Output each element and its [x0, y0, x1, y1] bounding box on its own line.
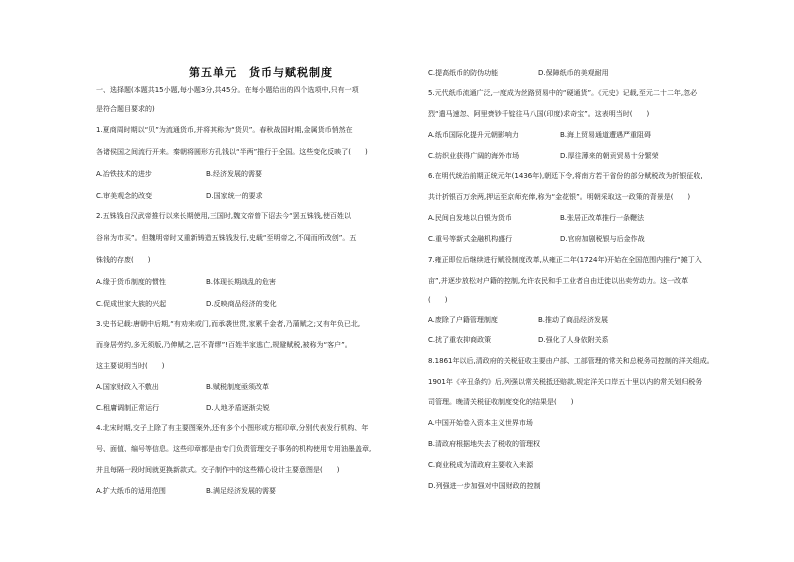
q3-stem: 3.史书记载:唐朝中后期,“有劝来或门,而承袭世贯,家累千金者,乃蒲赋之;又有年负已北,: [96, 320, 361, 328]
q7-option-a: A.废除了户籍管理制度: [428, 316, 498, 324]
q4-option-a: A.扩大纸币的适用范围: [96, 487, 166, 495]
q4-option-c: C.提高纸币的防伪功能: [428, 69, 499, 77]
q7-stem-cont2: ( ): [428, 296, 448, 304]
q1-option-b: B.经济发展的需要: [206, 170, 263, 178]
q6-stem-cont: 共计折银百万余两,押运至京师充俸,称为“金花银”。明朝采取这一政策的背景是( ): [428, 193, 691, 201]
q4-stem: 4.北宋时期,交子上除了有主要图案外,还有多个小图形或方框印章,分别代表发行机构、年: [96, 424, 369, 432]
q3-option-d: D.人地矛盾逐渐尖锐: [206, 404, 270, 412]
q7-option-d: D.强化了人身依附关系: [538, 336, 609, 344]
q6-option-a: A.民间自发地以白银为货币: [428, 214, 512, 222]
q7-stem-cont: 亩”,并逐步放松对户籍的控制,允许农民和手工业者自由迁徙以出卖劳动力。这一改革: [428, 277, 689, 285]
q5-option-a: A.纸币国际化提升元朝影响力: [428, 131, 519, 139]
q4-option-d: D.保障纸币的美观耐用: [538, 69, 609, 77]
q6-option-b: B.张居正改革推行一条鞭法: [560, 214, 645, 222]
q5-option-c: C.纺织业获得广阔的海外市场: [428, 152, 520, 160]
q8-stem-cont2: 司管理。晚清关税征收制度变化的结果是( ): [428, 398, 574, 406]
q2-option-d: D.反映商品经济的变化: [206, 300, 277, 308]
q3-option-c: C.租庸调制正常运行: [96, 404, 160, 412]
q8-stem-cont: 1901年《辛丑条约》后,列强以常关税抵还赔款,规定洋关口岸五十里以内的常关划归税务: [428, 378, 703, 386]
q5-option-b: B.海上贸易通道遭遇严重阻碍: [560, 131, 652, 139]
q8-stem: 8.1861年以后,清政府的关税征收主要由户部、工部管理的常关和总税务司控制的洋关组成。: [428, 357, 714, 365]
q2-stem-cont2: 铢钱的存废( ): [96, 256, 151, 264]
q6-option-d: D.官府加剧税银与后金作战: [560, 235, 645, 243]
q7-option-c: C.扰了重农抑商政策: [428, 336, 492, 344]
q8-option-c: C.商业税成为清政府主要收入来源: [428, 461, 534, 469]
q5-stem-cont: 烈“遣马速忽、阿里赍钞千锭往马八国(印度)求奇宝”。这表明当时( ): [428, 110, 650, 118]
section-heading-cont: 是符合题目要求的): [96, 105, 155, 113]
q3-stem-cont2: 这主要说明当时( ): [96, 362, 165, 370]
q3-option-b: B.赋税制度亟须改革: [206, 383, 270, 391]
section-heading: 一、选择题(本题共15小题,每小题3分,共45分。在每小题给出的四个选项中,只有一项: [96, 86, 359, 94]
q2-option-a: A.缘于货币制度的惯性: [96, 278, 166, 286]
q1-option-a: A.冶铁技术的进步: [96, 170, 152, 178]
q3-option-a: A.国家财政入不敷出: [96, 383, 159, 391]
q1-option-d: D.国家统一的要求: [206, 192, 263, 200]
q8-option-d: D.列强进一步加强对中国财政的控制: [428, 482, 541, 490]
q2-stem: 2.五铢钱自汉武帝推行以来长期使用,三国时,魏文帝曾下诏去今“罢五铢钱,使百姓以: [96, 212, 351, 220]
q8-option-b: B.清政府根据地失去了税收的管理权: [428, 440, 541, 448]
page-title: 第五单元 货币与赋税制度: [189, 66, 333, 79]
q8-option-a: A.中国开始卷入资本主义世界市场: [428, 419, 533, 427]
q1-option-c: C.审美观念的改变: [96, 192, 153, 200]
q4-stem-cont: 号、面值、编号等信息。这些印章都是由专门负责管理交子事务的机构使用专用油墨盖章,: [96, 445, 372, 453]
q4-option-b: B.满足经济发展的需要: [206, 487, 277, 495]
q1-stem: 1.夏商周时期以“贝”为流通货币,并将其称为“货贝”。春秋战国时期,金属货币悄然在: [96, 126, 353, 134]
q4-stem-cont2: 并且每隔一段时间就更换新款式。交子制作中的这些精心设计主要意图是( ): [96, 466, 340, 474]
q2-stem-cont: 谷帛为市买”。但魏明帝时又重新铸造五铢钱发行,史载“至明帝之,不闻而所改创”。五: [96, 234, 357, 242]
q7-option-b: B.推动了商品经济发展: [538, 316, 609, 324]
q2-option-b: B.体现长期战乱的危害: [206, 278, 277, 286]
q6-stem: 6.在明代统治前期正统元年(1436年),朝廷下令,将南方若干省份的部分赋税改为折银征收,: [428, 172, 703, 180]
q5-stem: 5.元代纸币流通广泛,一度成为丝路贸易中的“硬通货”。《元史》记载,至元二十二年,忽必: [428, 89, 698, 97]
q2-option-c: C.促成世家大族的兴起: [96, 300, 167, 308]
q1-stem-cont: 各诸侯国之间流行开来。秦朝将圆形方孔钱以“半两”推行于全国。这些变化反映了( ): [96, 148, 368, 156]
q5-option-d: D.厚往薄来的朝贡贸易十分繁荣: [560, 152, 659, 160]
q7-stem: 7.雍正即位后继续进行赋役制度改革,从雍正二年(1724年)开始在全国范围内推行“摊丁入: [428, 256, 702, 264]
q6-option-c: C.重号等新式金融机构盛行: [428, 235, 513, 243]
q3-stem-cont: 而身居劳约,多无须版,乃伸赋之,岂不背缪”!百姓半家逃亡,规避赋税,被称为“客户”。: [96, 341, 352, 349]
